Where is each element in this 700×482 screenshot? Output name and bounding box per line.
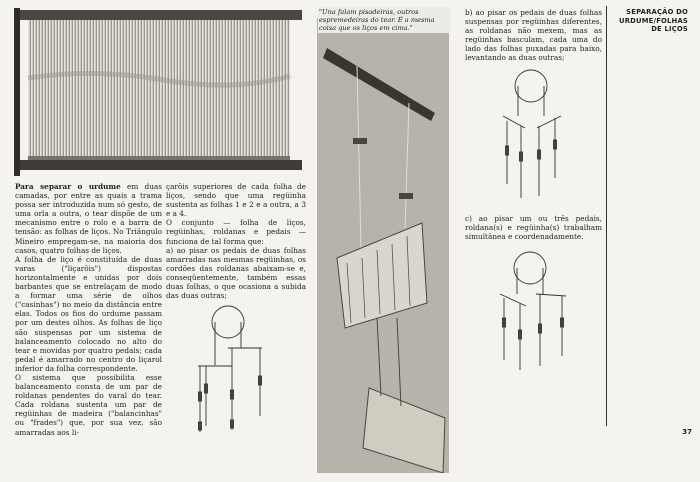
heddle-diagram-b	[495, 66, 575, 206]
heddle-photo	[317, 18, 449, 473]
section-title-line: URDUME/FOLHAS	[619, 16, 688, 25]
heddle-diagram-c	[492, 248, 576, 378]
paragraph: O sistema que possibilita esse balanceamento consta de um par de roldanas pendentes do varal do tear. Cada roldana sustenta um par de regüinhas de madeira ("balancinhas" ou "frades") que, por sua vez, são amarradas aos li-	[15, 372, 162, 437]
paragraph: em duas camadas, por entre as quais a trama possa ser introduzida num só gesto, de uma orla a outra, o tear dispõe de um mecanismo entre o rolo e a barra de tensão: as folhas de liços. No Triângulo Mineiro empregam-se, na maioria dos casos, quatro folhas de liços.	[15, 182, 163, 255]
photo-caption: "Una falam pisadeiras, outros espremedeiras do tear. É a mesma coisa que os liços em cima."	[318, 7, 450, 33]
lead-bold-text: Para separar o urdume	[15, 182, 121, 191]
page-number: 37	[682, 428, 692, 436]
text-column-3b	[465, 214, 602, 241]
section-title-line: SEPARAÇÃO DO	[626, 8, 688, 16]
vertical-rule	[606, 6, 607, 426]
paragraph-c: c) ao pisar um ou três pedais, roldana(s) e regüinha(s) trabalham simultânea e coordenadamente.	[465, 214, 602, 242]
section-title-line: DE LIÇOS	[651, 25, 688, 34]
heddle-diagram-a	[180, 300, 280, 440]
paragraph-b: b) ao pisar os pedais de duas folhas suspensas por regüinhas diferentes, as roldanas não mexem, mas as regüinhas basculam, cada uma do lado das folhas puxadas para baixo, levantando as duas outras;	[465, 8, 602, 63]
paragraph: A folha de liço é constituída de duas varas ("liçarôis") dispostas horizontalmente e unidas por dois barbantes que se entrelaçam de modo a formar uma série de olhos ("casinhas") no meio da distância entre elas. Todos os fios do urdume passam por um destes olhos. As folhas de liço são suspensas por um sistema de balanceamento colocado no alto do tear e movidas por quatro pedais; cada pedal é amarrado no centro do liçarol inferior da folha correspondente.	[15, 254, 162, 373]
text-column-2	[166, 182, 306, 300]
paragraph: a) ao pisar os pedais de duas folhas amarradas nas mesmas regüinhas, os cordões das roldanas abaixam-se e, conseqüentemente, também essas duas folhas, o que ocasiona a subida das duas outras;	[166, 245, 306, 301]
loom-illustration	[14, 8, 304, 176]
section-title	[598, 8, 688, 34]
text-column-1	[15, 182, 162, 437]
paragraph: çarôis superiores de cada folha de liços, sendo que uma regüinha sustenta as folhas 1 e 2 e a outra, a 3 e a 4.	[166, 182, 306, 219]
paragraph: O conjunto — folha de liços, regüinhas, roldanas e pedais — funciona de tal forma que:	[166, 218, 306, 246]
text-column-3	[465, 8, 602, 63]
